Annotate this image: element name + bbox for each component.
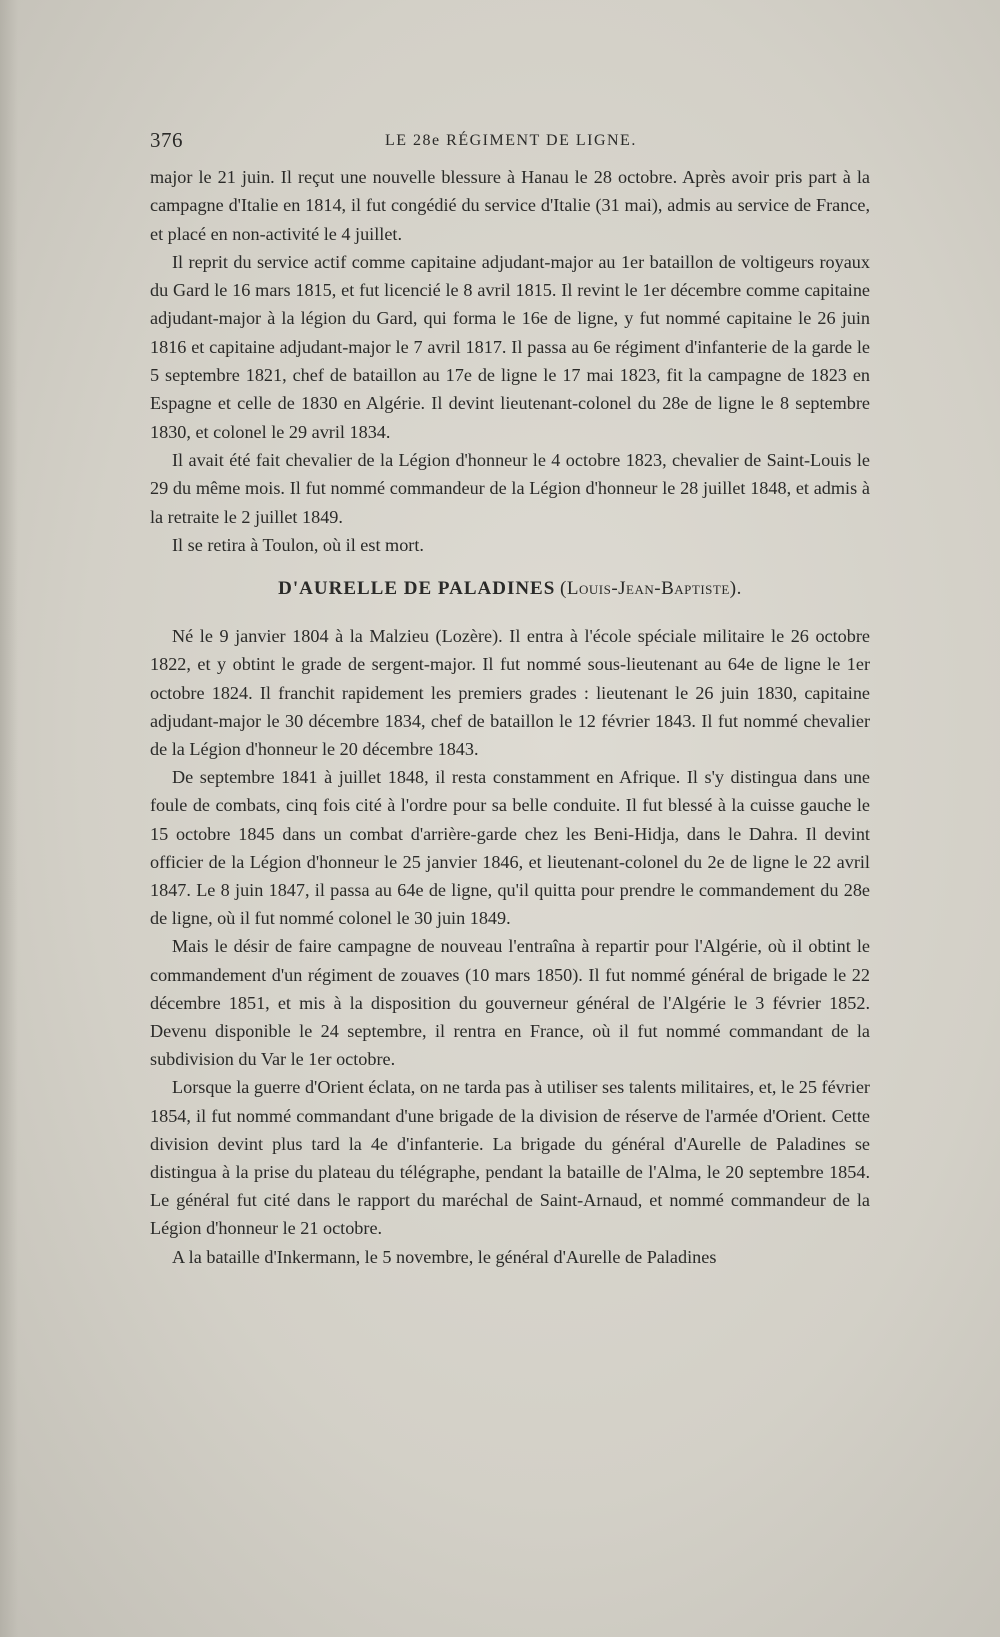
page-number: 376 [150,128,183,152]
paragraph-service-record: Il reprit du service actif comme capitaine adjudant-major au 1er bataillon de voltigeurs royaux du Gard le 16 mars 1815, et fut licencié le 8 avril 1815. Il revint le 1er décembre comme capitaine adjudant-major à la légion du Gard, qui forma le 16e de ligne, y fut nommé capitaine le 26 juin 1816 et capitaine adjudant-major le 7 avril 1817. Il passa au 6e régiment d'infanterie de la garde le 5 septembre 1821, chef de bataillon au 17e de ligne le 17 mai 1823, fit la campagne de 1823 en Espagne et celle de 1830 en Algérie. Il devint lieutenant-colonel du 28e de ligne le 8 septembre 1830, et colonel le 29 avril 1834. [150,251,870,442]
paragraph-inkermann: A la bataille d'Inkermann, le 5 novembre, le général d'Aurelle de Paladines [172,1246,717,1267]
page-header [150,128,870,158]
body-text [150,163,870,1271]
biography-heading [150,575,870,603]
paragraph-crimea: Lorsque la guerre d'Orient éclata, on ne tarda pas à utiliser ses talents militaires, et, le 25 février 1854, il fut nommé commandant d'une brigade de la division de réserve de l'armée d'Orient. Cette division devint plus tard la 4e d'infanterie. La brigade du général d'Aurelle de Paladines se distingua à la prise du plateau du télégraphe, pendant la bataille de l'Alma, le 20 septembre 1854. Le général fut cité dans le rapport du maréchal de Saint-Arnaud, et nommé commandeur de la Légion d'honneur le 21 octobre. [150,1077,870,1239]
heading-surname: D'AURELLE DE PALADINES [278,578,556,600]
paragraph-early-career: Né le 9 janvier 1804 à la Malzieu (Lozère). Il entra à l'école spéciale militaire le 26 octobre 1822, et y obtint le grade de sergent-major. Il fut nommé sous-lieutenant au 64e de ligne le 1er octobre 1824. Il franchit rapidement les premiers grades : lieutenant le 26 juin 1830, capitaine adjudant-major le 30 décembre 1834, chef de bataillon le 12 février 1843. Il fut nommé chevalier de la Légion d'honneur le 20 décembre 1843. [150,626,870,759]
paragraph-retirement: Il se retira à Toulon, où il est mort. [172,534,424,555]
biography-body [150,622,870,1271]
paragraph-africa: De septembre 1841 à juillet 1848, il resta constamment en Afrique. Il s'y distingua dans une foule de combats, cinq fois cité à l'ordre pour sa belle conduite. Il fut blessé à la cuisse gauche le 15 octobre 1845 dans un combat d'arrière-garde chez les Beni-Hidja, dans le Dahra. Il devint officier de la Légion d'honneur le 25 janvier 1846, et lieutenant-colonel du 2e de ligne le 22 avril 1847. Le 8 juin 1847, il passa au 64e de ligne, qu'il quitta pour prendre le commandement du 28e de ligne, où il fut nommé colonel le 30 juin 1849. [150,767,870,929]
paragraph-continuation: major le 21 juin. Il reçut une nouvelle blessure à Hanau le 28 octobre. Après avoir pris part à la campagne d'Italie en 1814, il fut congédié du service d'Italie (31 mai), admis au service de France, et placé en non-activité le 4 juillet. [150,167,870,244]
running-title: LE 28e RÉGIMENT DE LIGNE. [385,132,637,149]
heading-given-names: (Louis-Jean-Baptiste). [560,578,742,600]
paragraph-zouaves: Mais le désir de faire campagne de nouveau l'entraîna à repartir pour l'Algérie, où il obtint le commandement d'un régiment de zouaves (10 mars 1850). Il fut nommé général de brigade le 22 décembre 1851, et mis à la disposition du gouverneur général de l'Algérie le 3 février 1852. Devenu disponible le 24 septembre, il rentra en France, où il fut nommé commandant de la subdivision du Var le 1er octobre. [150,936,870,1070]
paragraph-honours: Il avait été fait chevalier de la Légion d'honneur le 4 octobre 1823, chevalier de Saint-Louis le 29 du même mois. Il fut nommé commandeur de la Légion d'honneur le 28 juillet 1848, et admis à la retraite le 2 juillet 1849. [150,449,870,527]
